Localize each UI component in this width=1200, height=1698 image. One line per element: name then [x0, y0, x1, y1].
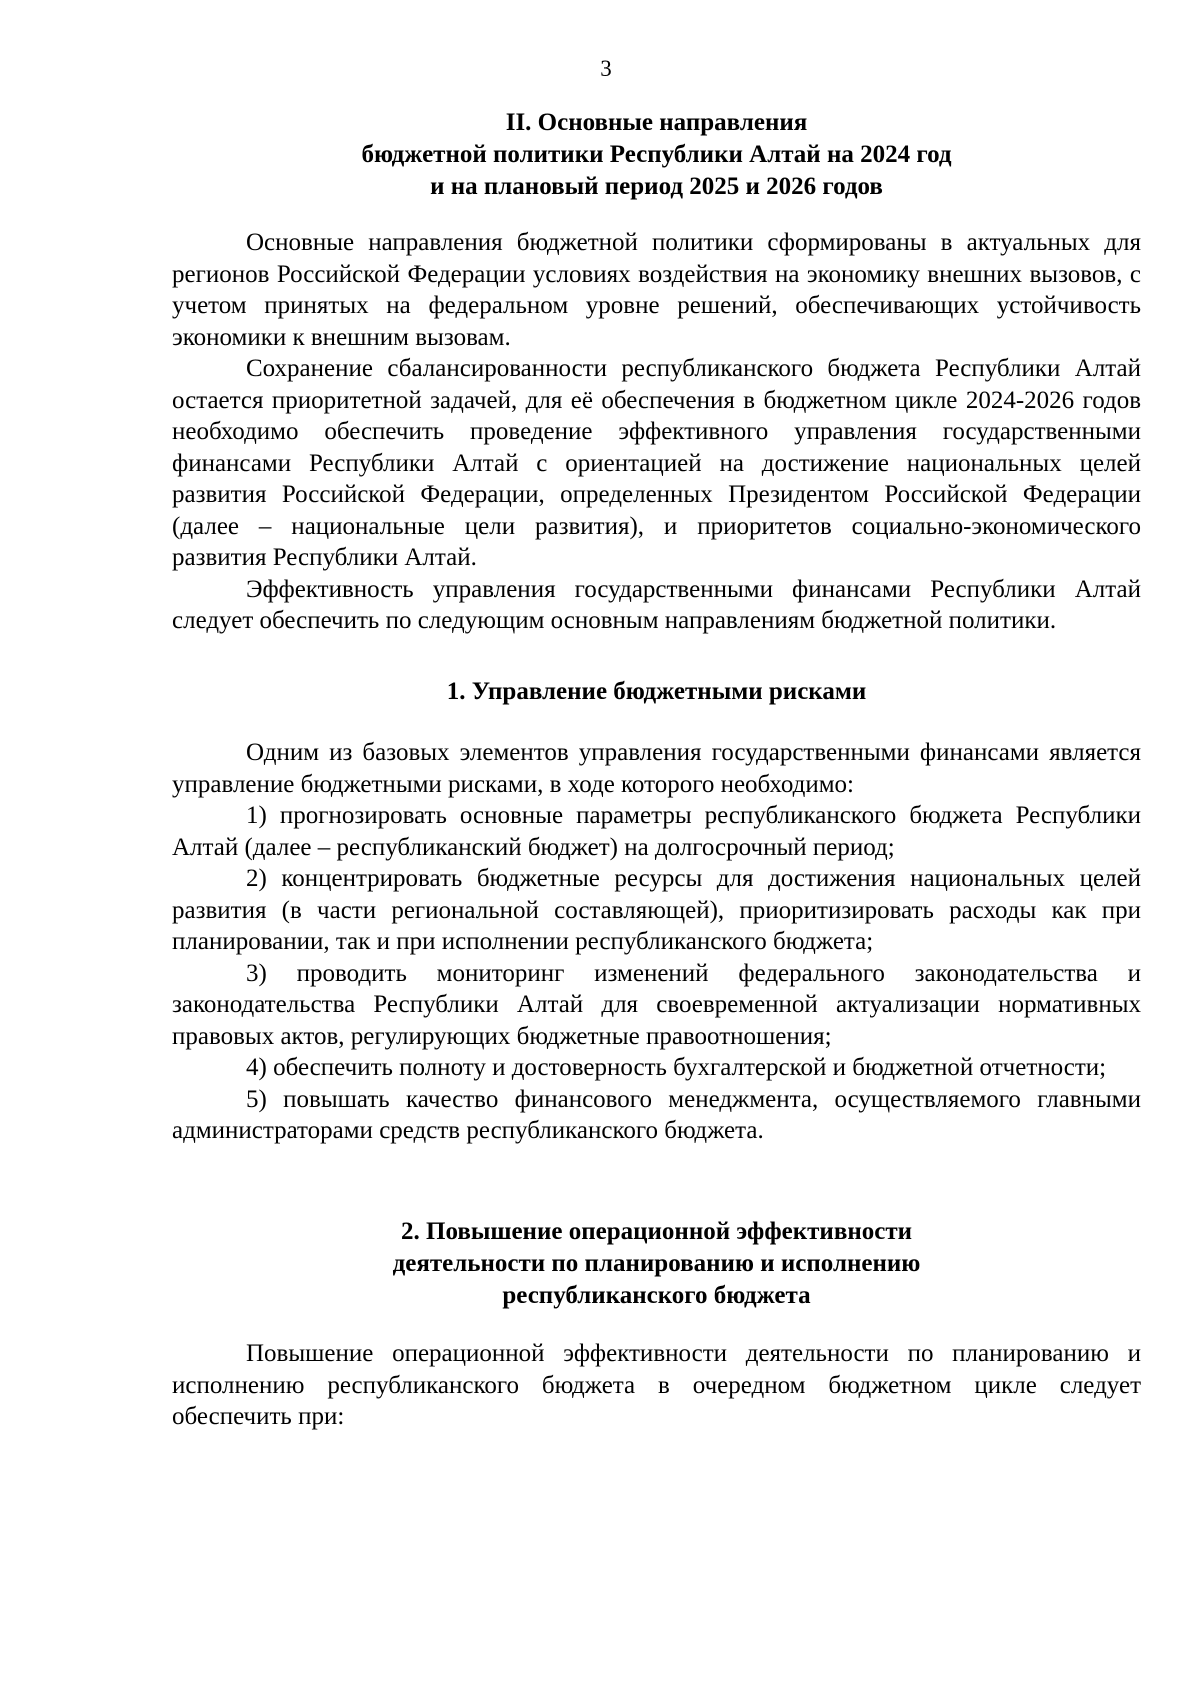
subsection-title	[172, 1216, 1141, 1312]
paragraph: Одним из базовых элементов управления государственными финансами является управление бюджетными рисками, в ходе которого необходимо:	[172, 739, 1141, 798]
subsection-title-line: 1. Управление бюджетными рисками	[446, 678, 867, 705]
subsection-text	[172, 737, 1141, 1147]
section-title	[172, 107, 1141, 203]
paragraph: Сохранение сбалансированности республиканского бюджета Республики Алтай остается приоритетной задачей, для её обеспечения в бюджетном цикле 2024-2026 годов необходимо обеспечить проведение эффективного управления государственными финансами Республики Алтай с ориентацией на достижение национальных целей развития Российской Федерации, определенных Президентом Российской Федерации (далее – национальные цели развития), и приоритетов социально-экономического развития Республики Алтай.	[172, 355, 1141, 571]
subsection-title-line: республиканского бюджета	[502, 1282, 811, 1309]
list-item: 2) концентрировать бюджетные ресурсы для достижения национальных целей развития (в части региональной составляющей), приоритизировать расходы как при планировании, так и при исполнении республиканского бюджета;	[172, 865, 1141, 955]
list-item: 3) проводить мониторинг изменений федерального законодательства и законодательства Республики Алтай для своевременной актуализации нормативных правовых актов, регулирующих бюджетные правоотношения;	[172, 959, 1141, 1050]
section-title-line: бюджетной политики Республики Алтай на 2024 год	[361, 141, 952, 168]
subsection-text	[172, 1338, 1141, 1433]
list-item: 5) повышать качество финансового менеджмента, осуществляемого главными администраторами средств республиканского бюджета.	[172, 1085, 1141, 1144]
paragraph: Эффективность управления государственными финансами Республики Алтай следует обеспечить по следующим основным направлениям бюджетной политики.	[172, 575, 1141, 634]
subsection-title	[172, 676, 1141, 708]
paragraph: Основные направления бюджетной политики сформированы в актуальных для регионов Российской Федерации условиях воздействия на экономику внешних вызовов, с учетом принятых на федеральном уровне решений, обеспечивающих устойчивость экономики к внешним вызовам.	[172, 229, 1141, 351]
subsection-title-line: деятельности по планированию и исполнению	[392, 1250, 921, 1277]
intro-text	[172, 227, 1141, 637]
section-title-line: и на плановый период 2025 и 2026 годов	[430, 173, 883, 200]
paragraph: Повышение операционной эффективности деятельности по планированию и исполнению республиканского бюджета в очередном бюджетном цикле следует обеспечить при:	[172, 1340, 1141, 1430]
page-number: 3	[600, 56, 612, 81]
subsection-title-line: 2. Повышение операционной эффективности	[401, 1218, 912, 1245]
list-item: 4) обеспечить полноту и достоверность бухгалтерской и бюджетной отчетности;	[246, 1054, 1107, 1081]
section-title-line: II. Основные направления	[505, 109, 808, 136]
list-item: 1) прогнозировать основные параметры республиканского бюджета Республики Алтай (далее – республиканский бюджет) на долгосрочный период;	[172, 802, 1141, 861]
